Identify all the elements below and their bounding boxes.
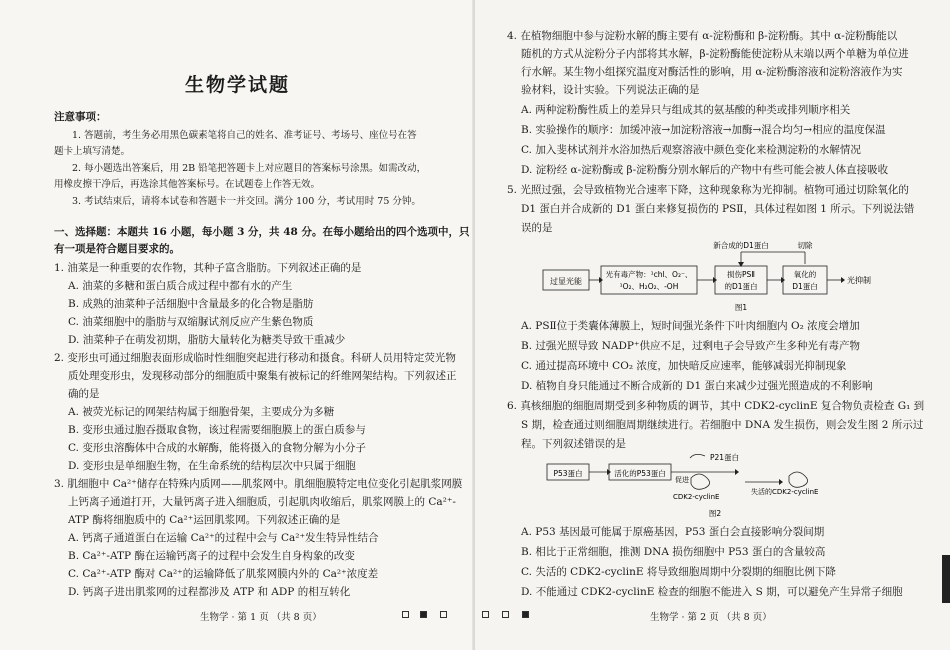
page-footer: 生物学 · 第 2 页 （共 8 页）	[650, 612, 772, 623]
page-marker	[482, 611, 489, 618]
option-a: A. 油菜的多糖和蛋白质合成过程中都有水的产生	[68, 280, 293, 292]
option-c: C. 通过提高环境中 CO₂ 浓度，加快暗反应速率，能够减弱光抑制现象	[521, 360, 847, 372]
option-b: B. 实验操作的顺序：加缓冲液→加淀粉溶液→加酶→混合均匀→相应的温度保温	[521, 124, 886, 136]
page-marker	[440, 611, 447, 618]
option-d: D. 变形虫是单细胞生物，在生命系统的结构层次中只属于细胞	[68, 460, 356, 472]
question-3-cont: 上钙离子通道打开，大量钙离子进入细胞质，引起肌肉收缩后，肌浆网膜上的 Ca²⁺-	[68, 496, 456, 508]
fig1-label: 的D1蛋白	[724, 282, 758, 291]
notice-line: 3. 考试结束后，请将本试卷和答题卡一并交回。满分 100 分，考试用时 75 分钟。	[72, 196, 421, 207]
right-page	[475, 0, 950, 650]
fig2-label: 活化的P53蛋白	[614, 469, 666, 478]
fig1-caption: 图1	[734, 303, 748, 312]
question-2-cont: 质处理变形虫，发现移动部分的细胞质中聚集有被标记的纤维网架结构。下列叙述正	[68, 370, 457, 382]
section-heading: 一、选择题：本题共 16 小题，每小题 3 分，共 48 分。在每小题给出的四个选项中，只	[54, 226, 470, 238]
option-b: B. 变形虫通过胞吞摄取食物，该过程需要细胞膜上的蛋白质参与	[68, 424, 366, 436]
option-c: C. 变形虫溶酶体中合成的水解酶，能将摄入的食物分解为小分子	[68, 442, 366, 454]
notice-line: 1. 答题前，考生务必用黑色碳素笔将自己的姓名、准考证号、考场号、座位号在答	[72, 130, 417, 141]
option-c: C. 失活的 CDK2-cyclinE 将导致细胞周期中分裂期的细胞比例下降	[521, 566, 836, 578]
option-d: D. 植物自身只能通过不断合成新的 D1 蛋白来减少过强光照造成的不利影响	[521, 380, 873, 392]
notice-line: 题卡上填写清楚。	[54, 146, 131, 157]
option-a: A. 钙离子通道蛋白在运输 Ca²⁺的过程中会与 Ca²⁺发生特异性结合	[68, 532, 379, 544]
option-b: B. 相比于正常细胞，推测 DNA 损伤细胞中 P53 蛋白的含量较高	[521, 546, 826, 558]
fig1-label: 过显光能	[550, 277, 582, 286]
option-c: C. 加入斐林试剂并水浴加热后观察溶液中颜色变化来检测淀粉的水解情况	[521, 144, 861, 156]
fig2-cdk-shape	[691, 474, 710, 489]
option-b: B. 成熟的油菜种子活细胞中含量最多的化合物是脂肪	[68, 298, 314, 310]
fig1-label: 光抑制	[847, 276, 871, 285]
fig1-label: 光有毒产物：¹chl、O₂⁻、	[605, 270, 693, 279]
notice-line: 2. 每小题选出答案后，用 2B 铅笔把答题卡上对应题目的答案标号涂黑。如需改动，	[72, 163, 427, 174]
figure-2	[545, 452, 875, 522]
option-d: D. 钙离子进出肌浆网的过程都涉及 ATP 和 ADP 的相互转化	[68, 586, 351, 598]
question-6: 6. 真核细胞的细胞周期受到多种物质的调节，其中 CDK2-cyclinE 复合物负责检查 G₁ 到	[507, 400, 925, 412]
question-5-cont: D1 蛋白并合成新的 D1 蛋白来修复损伤的 PSⅡ，具体过程如图 1 所示。下列说法错	[521, 203, 915, 215]
page-marker	[502, 611, 509, 618]
page-title: 生物学试题	[184, 74, 290, 96]
question-2: 2. 变形虫可通过细胞表面形成临时性细胞突起进行移动和摄食。科研人员用特定荧光物	[54, 352, 456, 364]
fig1-label: 切除	[797, 241, 813, 250]
fig1-label: 氧化的	[793, 270, 817, 279]
notice-line: 用橡皮擦干净后，再选涂其他答案标号。在试题卷上作答无效。	[54, 179, 321, 190]
fig1-label: D1蛋白	[792, 282, 818, 291]
fig2-p21-shape	[690, 454, 705, 458]
edge-tab	[942, 555, 950, 603]
fig2-label: 促进	[675, 476, 689, 484]
option-a: A. PSⅡ位于类囊体薄膜上，短时间强光条件下叶肉细胞内 O₂ 浓度会增加	[521, 320, 860, 332]
fig2-label: 失活的CDK2-cyclinE	[751, 488, 819, 496]
fig1-label: 新合成的D1蛋白	[713, 241, 769, 250]
option-d: D. 不能通过 CDK2-cyclinE 检查的细胞不能进入 S 期，可以避免产生异常子细胞	[521, 586, 903, 598]
option-a: A. P53 基因最可能属于原癌基因，P53 蛋白会直接影响分裂间期	[521, 526, 825, 538]
option-d: D. 淀粉经 α-淀粉酶或 β-淀粉酶分别水解后的产物中有些可能会被人体直接吸收	[521, 164, 889, 176]
option-c: C. Ca²⁺-ATP 酶对 Ca²⁺的运输降低了肌浆网膜内外的 Ca²⁺浓度差	[68, 568, 379, 580]
question-3: 3. 肌细胞中 Ca²⁺储存在特殊内质网——肌浆网中。肌细胞膜特定电位变化引起肌浆网膜	[54, 478, 463, 490]
question-6-cont: 程。下列叙述错误的是	[521, 438, 626, 450]
page-marker	[420, 611, 427, 618]
question-4-cont: 行水解。某生物小组探究温度对酶活性的影响，用 α-淀粉酶溶液和淀粉溶液作为实	[521, 66, 903, 78]
option-d: D. 油菜种子在萌发初期，脂肪大量转化为糖类导致干重减少	[68, 334, 346, 346]
question-5: 5. 光照过强，会导致植物光合速率下降，这种现象称为光抑制。植物可通过切除氧化的	[507, 184, 909, 196]
page-footer: 生物学 · 第 1 页 （共 8 页）	[200, 612, 322, 623]
fig2-label: P53蛋白	[553, 469, 583, 478]
question-4-cont: 随机的方式从淀粉分子内部将其水解，β-淀粉酶能使淀粉从末端以两个单糖为单位进	[521, 48, 909, 60]
question-1: 1. 油菜是一种重要的农作物，其种子富含脂肪。下列叙述正确的是	[54, 262, 362, 274]
option-b: B. 过强光照导致 NADP⁺供应不足，过剩电子会导致产生多种光有毒产物	[521, 340, 861, 352]
question-4: 4. 在植物细胞中参与淀粉水解的酶主要有 α-淀粉酶和 β-淀粉酶。其中 α-淀粉酶能以	[507, 30, 898, 42]
section-heading: 有一项是符合题目要求的。	[54, 243, 180, 255]
question-3-cont: ATP 酶将细胞质中的 Ca²⁺运回肌浆网。下列叙述正确的是	[68, 514, 341, 526]
option-a: A. 两种淀粉酶性质上的差异只与组成其的氨基酸的种类或排列顺序相关	[521, 104, 851, 116]
question-4-cont: 验材料，设计实验。下列说法正确的是	[521, 84, 700, 96]
fig2-caption: 图2	[708, 509, 722, 518]
fig1-label: ¹O₂、H₂O₂、-OH	[619, 282, 679, 291]
option-b: B. Ca²⁺-ATP 酶在运输钙离子的过程中会发生自身构象的改变	[68, 550, 355, 562]
option-c: C. 油菜细胞中的脂肪与双缩脲试剂反应产生紫色物质	[68, 316, 314, 328]
page-marker	[402, 611, 409, 618]
question-5-cont: 误的是	[521, 222, 553, 234]
fig2-inactive-shape	[789, 472, 808, 487]
figure-1	[535, 240, 895, 315]
question-2-cont: 确的是	[68, 388, 100, 400]
notice-heading: 注意事项：	[54, 111, 107, 123]
option-a: A. 被荧光标记的网架结构属于细胞骨架，主要成分为多糖	[68, 406, 335, 418]
fig2-label: P21蛋白	[710, 453, 740, 462]
page-marker	[522, 611, 529, 618]
fig1-label: 损伤PSⅡ	[727, 270, 755, 279]
fig2-label: CDK2-cyclinE	[673, 493, 720, 501]
question-6-cont: S 期，检查通过则细胞周期继续进行。若细胞中 DNA 发生损伤，则会发生图 2 所示过	[521, 419, 924, 431]
